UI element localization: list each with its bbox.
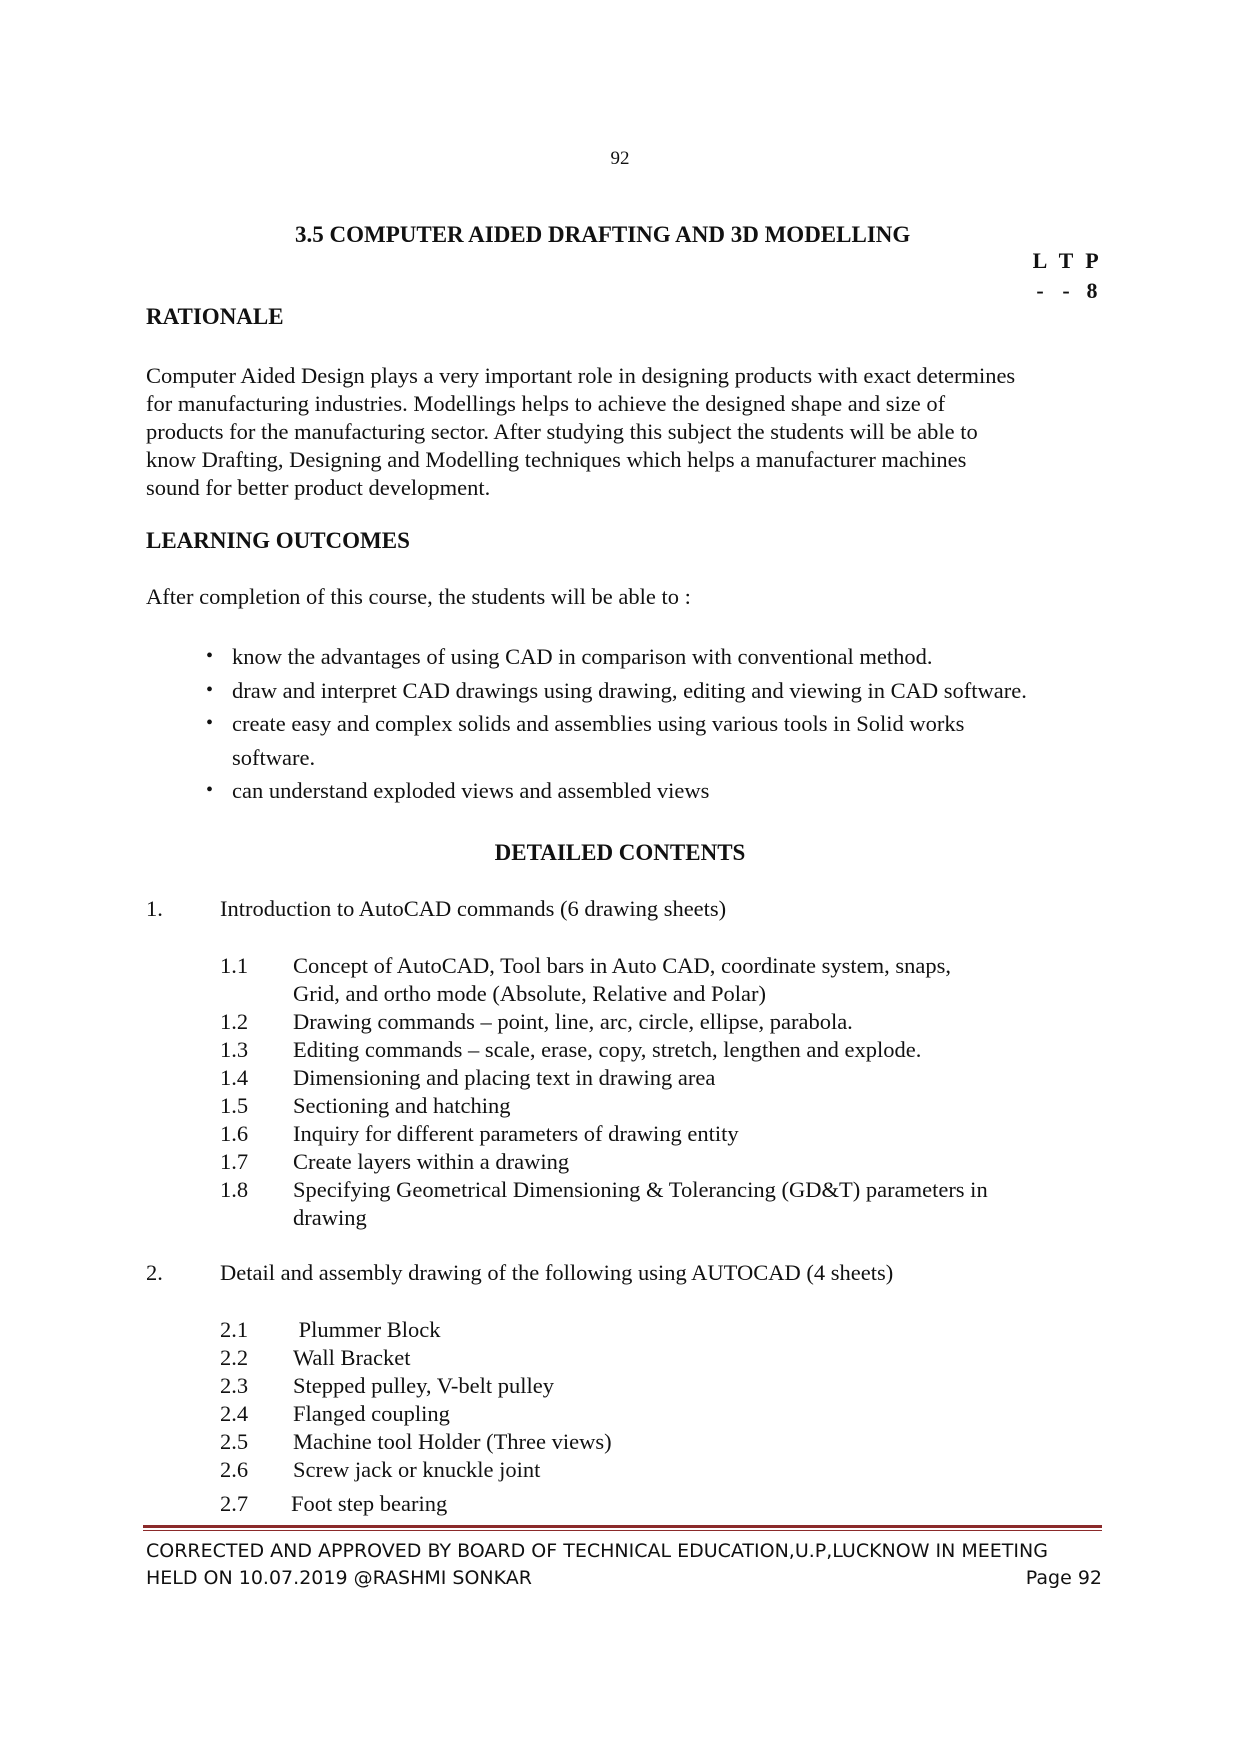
list-item: 2.1 Plummer Block [220,1317,441,1342]
list-item: 2.3 Stepped pulley, V-belt pulley [220,1373,555,1398]
list-item: 1.6 Inquiry for different parameters of drawing entity [220,1121,739,1146]
list-item: 1.1 Concept of AutoCAD, Tool bars in Auto CAD, coordinate system, snaps, Grid, and ortho mode (Absolute, Relative and Polar) [220,953,951,1006]
learning-outcomes-heading: LEARNING OUTCOMES [146,528,410,553]
page-title: 3.5 COMPUTER AIDED DRAFTING AND 3D MODELLING [295,222,911,247]
ltp-labels [1027,248,1105,274]
list-item: 2.4 Flanged coupling [220,1401,450,1426]
list-item: 2.7 Foot step bearing [220,1491,448,1516]
rationale-line: sound for better product development. [146,475,491,500]
page-number: 92 [610,148,630,169]
rationale-line: know Drafting, Designing and Modelling techniques which helps a manufacturer machines [146,447,967,472]
rationale-line: Computer Aided Design plays a very important role in designing products with exact determines [146,363,1016,388]
footer [146,1538,1102,1592]
list-item: 1.8 Specifying Geometrical Dimensioning & Tolerancing (GD&T) parameters in drawing [220,1177,988,1230]
list-item: • can understand exploded views and assembled views [206,774,1106,808]
rationale-paragraph [146,362,1126,502]
outcomes-list [206,640,1106,808]
ltp-values [1027,278,1105,304]
footer-rule [143,1525,1102,1528]
section-1-items [220,952,1120,1232]
section-2-items [220,1316,1120,1518]
rationale-line: products for the manufacturing sector. After studying this subject the students will be able to [146,419,978,444]
outcomes-intro: After completion of this course, the students will be able to : [146,584,691,609]
list-item: 1.5 Sectioning and hatching [220,1093,511,1118]
list-item: 1.3 Editing commands – scale, erase, copy, stretch, lengthen and explode. [220,1037,922,1062]
bullet-icon: • [206,645,214,667]
ltp-label-t: T [1058,248,1074,273]
footer-line-1: CORRECTED AND APPROVED BY BOARD OF TECHNICAL EDUCATION,U.P,LUCKNOW IN MEETING [146,1540,1048,1562]
section-title: Introduction to AutoCAD commands (6 drawing sheets) [220,896,727,921]
ltp-value-l: - [1036,278,1044,303]
section-title: Detail and assembly drawing of the following using AUTOCAD (4 sheets) [220,1260,894,1285]
list-item: 2.6 Screw jack or knuckle joint [220,1457,541,1482]
footer-line-2-row [146,1565,1102,1592]
ltp-value-t: - [1062,278,1070,303]
ltp-value-p: 8 [1086,278,1098,303]
list-item: 1.2 Drawing commands – point, line, arc, circle, ellipse, parabola. [220,1009,853,1034]
list-item: • know the advantages of using CAD in comparison with conventional method. [206,640,1106,674]
footer-line-2: HELD ON 10.07.2019 @RASHMI SONKAR [146,1567,532,1589]
list-item: • create easy and complex solids and assemblies using various tools in Solid works software. [206,707,1032,774]
section-number: 1. [146,896,163,921]
list-item: • draw and interpret CAD drawings using drawing, editing and viewing in CAD software. [206,674,1106,708]
list-item: 2.5 Machine tool Holder (Three views) [220,1429,612,1454]
ltp-label-l: L [1032,248,1048,273]
footer-page-label: Page 92 [1025,1567,1102,1589]
bullet-icon: • [206,712,214,734]
footer-rule-thin [143,1530,1102,1531]
section-number: 2. [146,1260,163,1285]
list-item: 2.2 Wall Bracket [220,1345,411,1370]
bullet-icon: • [206,779,214,801]
list-item: 1.4 Dimensioning and placing text in drawing area [220,1065,716,1090]
bullet-icon: • [206,678,214,701]
list-item: 1.7 Create layers within a drawing [220,1149,570,1174]
detailed-contents-heading: DETAILED CONTENTS [494,840,746,865]
ltp-label-p: P [1085,248,1099,273]
rationale-line: for manufacturing industries. Modellings helps to achieve the designed shape and size of [146,391,946,416]
rationale-heading: RATIONALE [146,304,284,329]
